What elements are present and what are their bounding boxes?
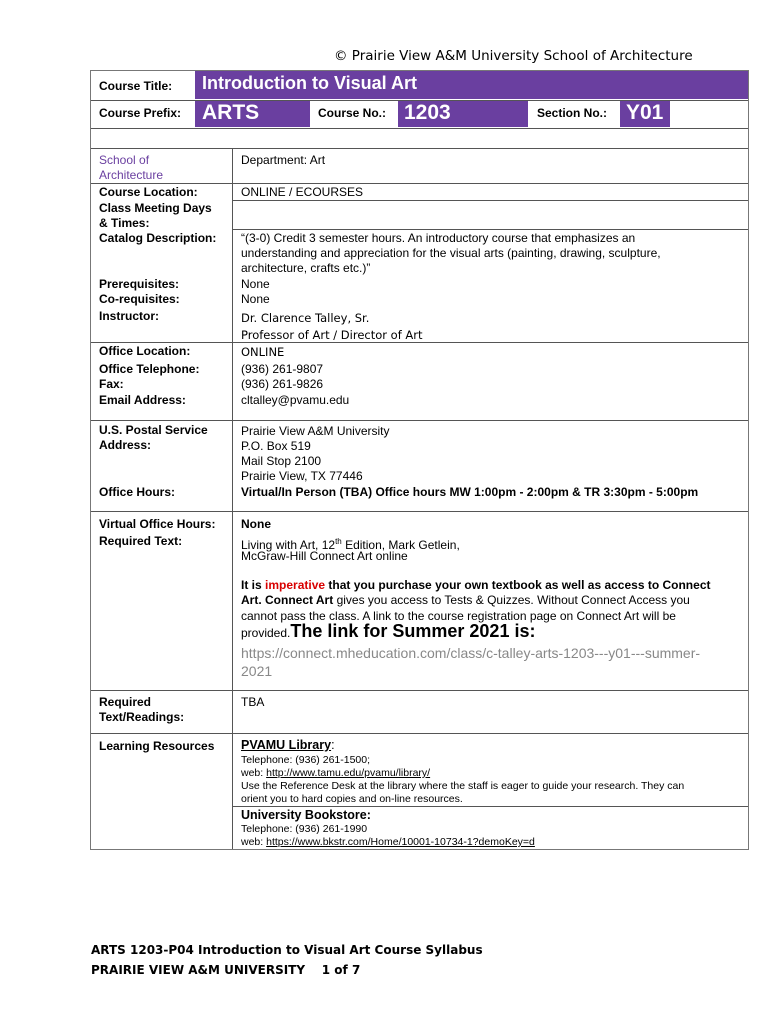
virtual-hours: None — [241, 517, 271, 531]
course-location-label: Course Location: — [99, 185, 198, 199]
office-location-label: Office Location: — [99, 344, 191, 358]
footer-line1: ARTS 1203-P04 Introduction to Visual Art Course Syllabus — [91, 943, 483, 957]
office-telephone-label: Office Telephone: — [99, 362, 200, 376]
catalog-label: Catalog Description: — [99, 231, 217, 245]
connect-link-line1[interactable]: https://connect.mheducation.com/class/c-talley-arts-1203---y01---summer- — [241, 645, 701, 661]
readings-label-line2: Text/Readings: — [99, 710, 185, 724]
readings-label-line1: Required — [99, 695, 152, 709]
library-telephone: Telephone: (936) 261-1500; — [241, 754, 371, 766]
bookstore-link[interactable]: https://www.bkstr.com/Home/10001-10734-1?demoKey=d — [266, 836, 535, 848]
postal-line2: P.O. Box 519 — [241, 439, 311, 453]
footer-line2: PRAIRIE VIEW A&M UNIVERSITY 1 of 7 — [91, 963, 361, 977]
course-number: 1203 — [404, 101, 451, 124]
office-location: ONLINE — [241, 345, 285, 359]
notice-provided: provided. — [241, 626, 291, 640]
notice-line1 — [241, 578, 710, 593]
notice-a: It is — [241, 578, 266, 592]
school-label-line2: Architecture — [99, 168, 164, 182]
meeting-label-line1: Class Meeting Days — [99, 201, 212, 215]
notice-line4 — [241, 621, 536, 641]
virtual-hours-label: Virtual Office Hours: — [99, 517, 216, 531]
library-title: PVAMU Library — [241, 738, 332, 752]
bookstore-web-label: web: — [241, 836, 267, 848]
text-author: Edition, Mark Getlein, — [341, 538, 460, 552]
coreq: None — [241, 292, 270, 306]
course-location: ONLINE / ECOURSES — [241, 185, 364, 199]
course-title: Introduction to Visual Art — [202, 73, 417, 93]
fax: (936) 261-9826 — [241, 377, 324, 391]
instructor-label: Instructor: — [99, 309, 159, 323]
notice-line2 — [241, 593, 690, 608]
library-heading — [241, 738, 335, 753]
notice-access: gives you access to Tests & Quizzes. Without Connect Access you — [333, 593, 690, 607]
office-hours-label: Office Hours: — [99, 485, 176, 499]
course-prefix: ARTS — [202, 101, 260, 124]
department: Department: Art — [241, 153, 326, 167]
postal-line3: Mail Stop 2100 — [241, 454, 322, 468]
postal-line1: Prairie View A&M University — [241, 424, 390, 438]
instructor-title: Professor of Art / Director of Art — [241, 328, 423, 342]
prereq-label: Prerequisites: — [99, 277, 180, 291]
course-prefix-label: Course Prefix: — [99, 106, 182, 120]
library-desc-line2: orient you to hard copies and on-line resources. — [241, 793, 463, 805]
required-text-line2: McGraw-Hill Connect Art online — [241, 549, 408, 563]
notice-connect-art: Art. Connect Art — [241, 593, 334, 607]
email-label: Email Address: — [99, 393, 186, 407]
copyright-notice: © Prairie View A&M University School of Architecture — [334, 48, 693, 64]
section-number-bar — [620, 101, 670, 127]
postal-label-line1: U.S. Postal Service — [99, 423, 208, 437]
course-number-bar — [398, 101, 528, 127]
library-link[interactable]: http://www.tamu.edu/pvamu/library/ — [266, 767, 431, 779]
link-heading: The link for Summer 2021 is: — [290, 621, 536, 641]
required-text-label: Required Text: — [99, 534, 183, 548]
prereq: None — [241, 277, 270, 291]
notice-imperative: imperative — [265, 578, 326, 592]
office-hours: Virtual/In Person (TBA) Office hours MW 1:00pm - 2:00pm & TR 3:30pm - 5:00pm — [241, 485, 699, 499]
notice-line3: cannot pass the class. A link to the course registration page on Connect Art will be — [241, 609, 676, 623]
office-telephone: (936) 261-9807 — [241, 362, 324, 376]
course-number-label: Course No.: — [318, 106, 387, 120]
meeting-label-line2: & Times: — [99, 216, 150, 230]
course-title-bar — [195, 71, 748, 99]
connect-link-line2[interactable]: 2021 — [241, 663, 273, 679]
library-web — [241, 767, 430, 780]
coreq-label: Co-requisites: — [99, 292, 180, 306]
instructor-name: Dr. Clarence Talley, Sr. — [241, 311, 370, 325]
email-address[interactable]: cltalley@pvamu.edu — [241, 393, 350, 407]
library-colon: : — [331, 738, 335, 752]
bookstore-telephone: Telephone: (936) 261-1990 — [241, 823, 368, 835]
catalog-line1: “(3-0) Credit 3 semester hours. An introductory course that emphasizes an — [241, 231, 636, 245]
learning-resources-label: Learning Resources — [99, 739, 215, 753]
school-label-line1: School of — [99, 153, 150, 167]
library-desc-line1: Use the Reference Desk at the library where the staff is eager to guide your research. They can — [241, 780, 685, 792]
bookstore-title: University Bookstore: — [241, 808, 371, 822]
postal-label-line2: Address: — [99, 438, 152, 452]
bookstore-web — [241, 836, 535, 849]
course-prefix-bar — [195, 101, 310, 127]
text-sup: th — [335, 537, 342, 546]
section-number-label: Section No.: — [537, 106, 608, 120]
library-web-label: web: — [241, 767, 267, 779]
fax-label: Fax: — [99, 377, 124, 391]
course-title-label: Course Title: — [99, 79, 173, 93]
section-number: Y01 — [626, 101, 664, 124]
postal-line4: Prairie View, TX 77446 — [241, 469, 363, 483]
catalog-line3: architecture, crafts etc.)” — [241, 261, 371, 275]
text-title: Living with Art, 12 — [241, 538, 336, 552]
notice-b: that you purchase your own textbook as well as access to Connect — [325, 578, 711, 592]
catalog-line2: understanding and appreciation for the visual arts (painting, drawing, sculpture, — [241, 246, 661, 260]
required-readings: TBA — [241, 695, 265, 709]
